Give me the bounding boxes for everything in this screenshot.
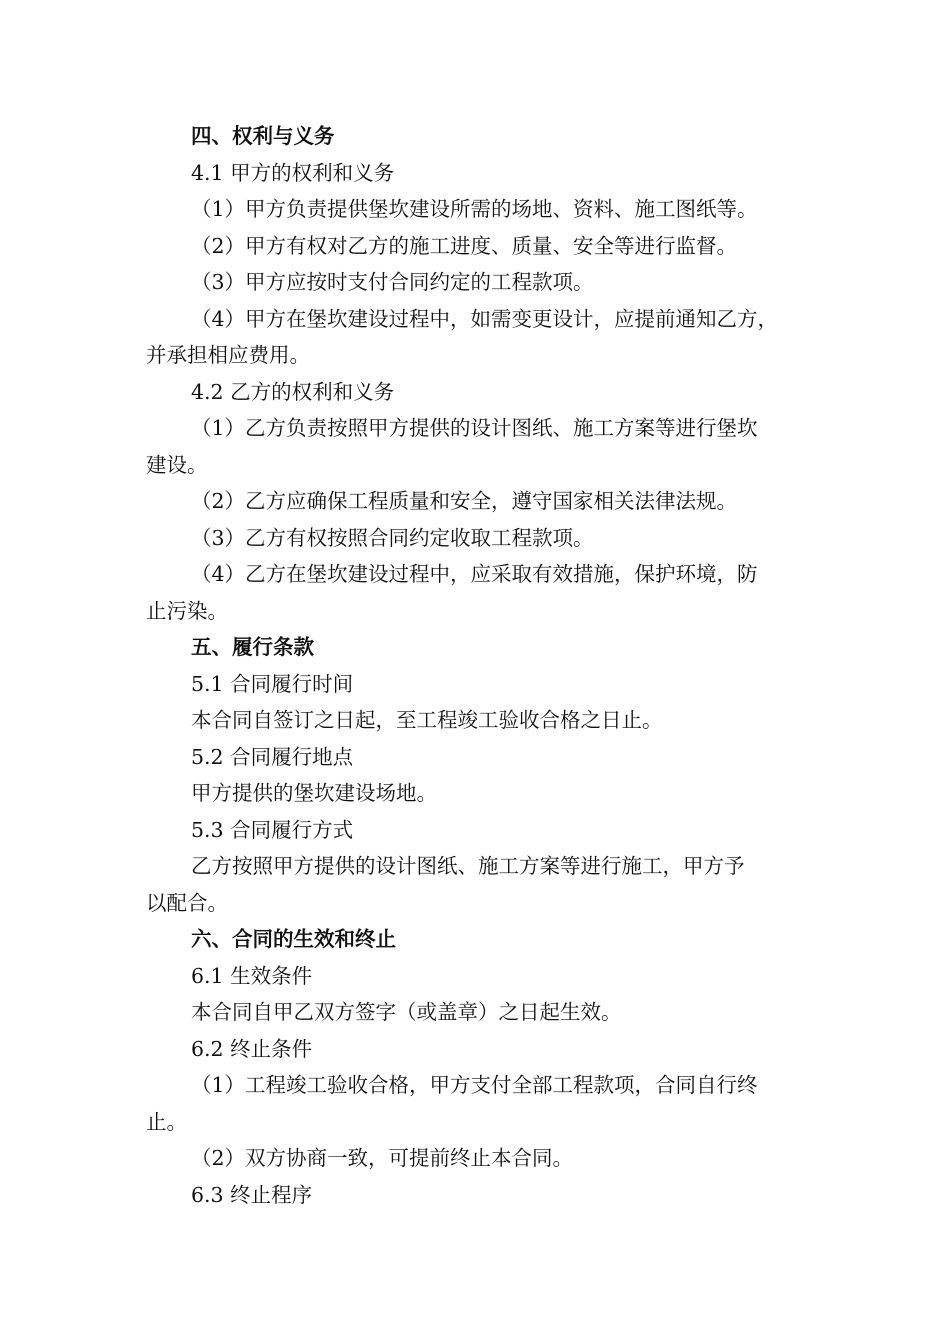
clause-4-1-1: （1）甲方负责提供堡坎建设所需的场地、资料、施工图纸等。	[191, 197, 758, 221]
paragraph-5-3: 乙方按照甲方提供的设计图纸、施工方案等进行施工，甲方予	[191, 854, 745, 878]
subsection-heading-5-2: 5.2 合同履行地点	[191, 744, 354, 769]
clause-6-2-1: （1）工程竣工验收合格，甲方支付全部工程款项，合同自行终	[191, 1073, 758, 1097]
subsection-heading-4-1: 4.1 甲方的权利和义务	[191, 160, 395, 185]
clause-4-2-2: （2）乙方应确保工程质量和安全，遵守国家相关法律法规。	[191, 489, 738, 513]
document-body	[146, 118, 812, 1213]
clause-4-2-3: （3）乙方有权按照合同约定收取工程款项。	[191, 525, 594, 550]
clause-6-2-1-continued: 止。	[146, 1109, 187, 1134]
subsection-heading-6-3: 6.3 终止程序	[191, 1182, 313, 1207]
paragraph-5-3-continued: 以配合。	[146, 890, 228, 915]
clause-6-2-2: （2）双方协商一致，可提前终止本合同。	[191, 1146, 574, 1170]
subsection-heading-5-3: 5.3 合同履行方式	[191, 817, 354, 842]
clause-4-1-3: （3）甲方应按时支付合同约定的工程款项。	[191, 270, 594, 294]
subsection-heading-4-2: 4.2 乙方的权利和义务	[191, 379, 395, 404]
clause-4-2-1-continued: 建设。	[146, 452, 208, 477]
section-heading-rights-obligations: 四、权利与义务	[191, 124, 335, 148]
clause-4-1-4: （4）甲方在堡坎建设过程中，如需变更设计，应提前通知乙方，	[191, 306, 779, 331]
clause-4-1-2: （2）甲方有权对乙方的施工进度、质量、安全等进行监督。	[191, 233, 738, 258]
clause-4-1-4-continued: 并承担相应费用。	[146, 343, 310, 367]
clause-4-2-1: （1）乙方负责按照甲方提供的设计图纸、施工方案等进行堡坎	[191, 416, 758, 440]
section-heading-effect-termination: 六、合同的生效和终止	[191, 927, 396, 951]
clause-4-2-4-continued: 止污染。	[146, 598, 228, 623]
paragraph-5-1: 本合同自签订之日起，至工程竣工验收合格之日止。	[191, 708, 663, 732]
paragraph-6-1: 本合同自甲乙双方签字（或盖章）之日起生效。	[191, 1000, 622, 1024]
subsection-heading-6-2: 6.2 终止条件	[191, 1036, 313, 1061]
clause-4-2-4: （4）乙方在堡坎建设过程中，应采取有效措施，保护环境，防	[191, 562, 758, 586]
section-heading-performance: 五、履行条款	[191, 635, 314, 659]
paragraph-5-2: 甲方提供的堡坎建设场地。	[191, 781, 437, 805]
subsection-heading-6-1: 6.1 生效条件	[191, 963, 313, 988]
subsection-heading-5-1: 5.1 合同履行时间	[191, 671, 354, 696]
